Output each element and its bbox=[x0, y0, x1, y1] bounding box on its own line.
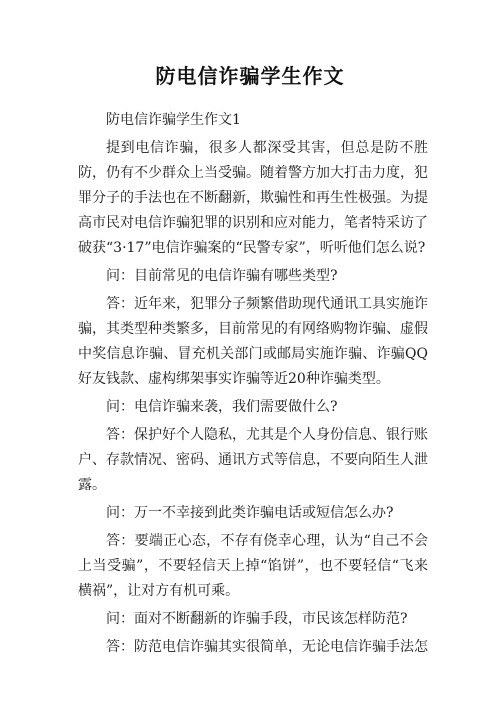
paragraph-question-3: 问：万一不幸接到此类诈骗电话或短信怎么办? bbox=[106, 505, 394, 521]
paragraph-question-4: 问：面对不断翻新的诈骗手段，市民该怎样防范? bbox=[106, 611, 408, 627]
document-body bbox=[78, 108, 428, 663]
paragraph-answer-4: 答：防范电信诈骗其实很简单，无论电信诈骗手法怎 bbox=[106, 639, 428, 655]
paragraph-answer-2: 答：保护好个人隐私，尤其是个人身份信息、银行账户、存款情况、密码、通讯方式等信息，不要向陌生人泄露。 bbox=[78, 427, 428, 493]
paragraph-answer-1: 答：近年来，犯罪分子频繁借助现代通讯工具实施诈骗，其类型种类繁多，目前常见的有网络购物诈骗、虚假中奖信息诈骗、冒充机关部门或邮局实施诈骗、诈骗QQ好友钱款、虚构绑架事实诈骗等近20种诈骗类型。 bbox=[78, 296, 428, 387]
document-subtitle: 防电信诈骗学生作文1 bbox=[106, 112, 241, 128]
document-title: 防电信诈骗学生作文 bbox=[155, 64, 345, 88]
paragraph-answer-3: 答：要端正心态，不存有侥幸心理，认为“自己不会上当受骗”，不要轻信天上掉“馅饼”，也不要轻信“飞来横祸”，让对方有机可乘。 bbox=[78, 533, 428, 599]
paragraph-intro: 提到电信诈骗，很多人都深受其害，但总是防不胜防，仍有不少群众上当受骗。随着警方加大打击力度，犯罪分子的手法也在不断翻新，欺骗性和再生性极强。为提高市民对电信诈骗犯罪的识别和应对能力，笔者特采访了破获“3·17”电信诈骗案的“民警专家”，听听他们怎么说? bbox=[78, 140, 428, 256]
paragraph-question-2: 问：电信诈骗来袭，我们需要做什么? bbox=[106, 399, 338, 415]
paragraph-question-1: 问：目前常见的电信诈骗有哪些类型? bbox=[106, 268, 338, 284]
